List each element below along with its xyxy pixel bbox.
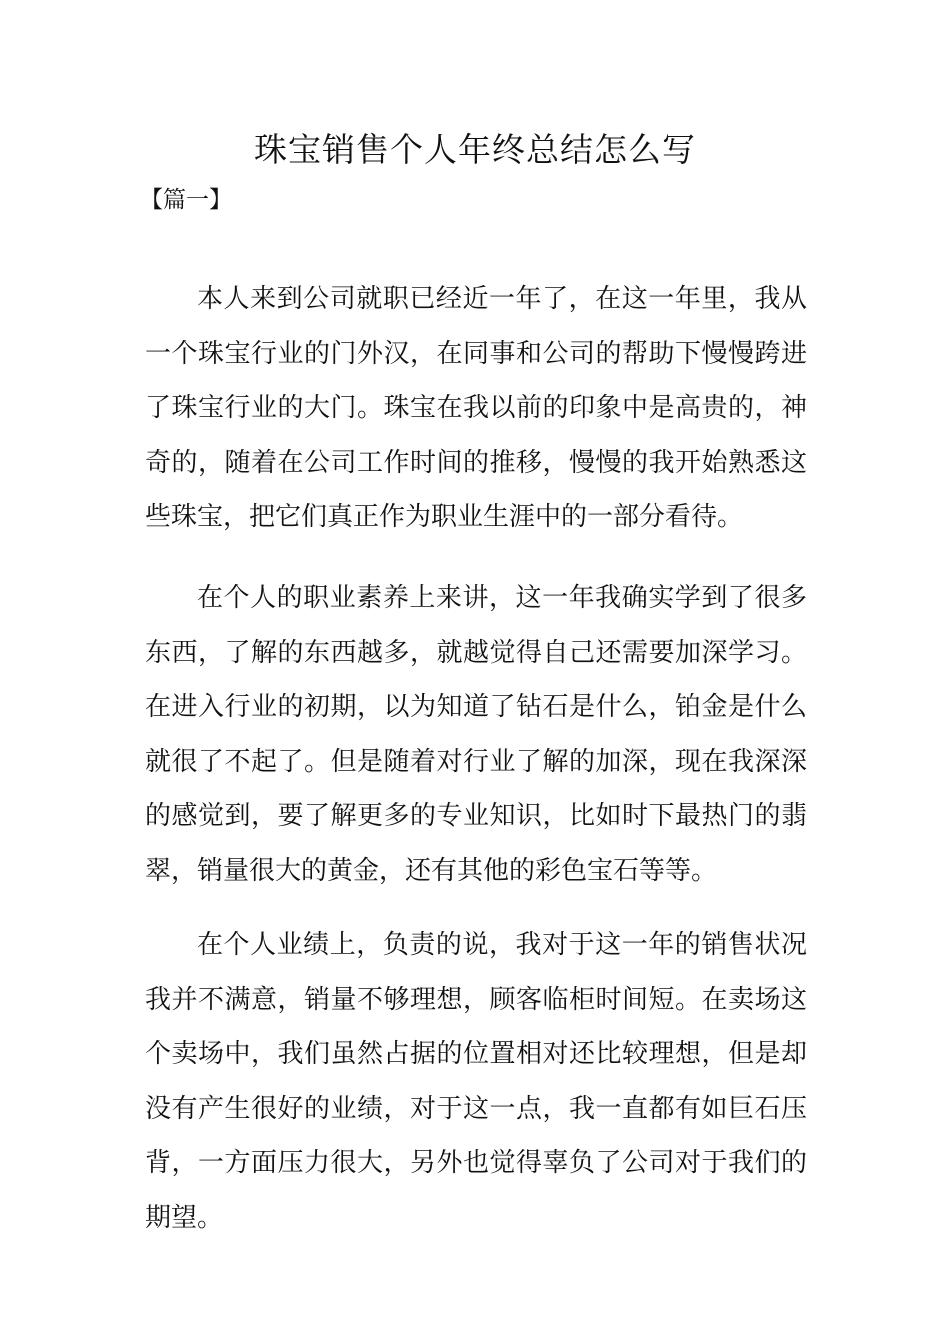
paragraph-3: 在个人业绩上，负责的说，我对于这一年的销售状况我并不满意，销量不够理想，顾客临柜时间短。在卖场这个卖场中，我们虽然占据的位置相对还比较理想，但是却没有产生很好的业绩，对于这一点，我一直都有如巨石压背，一方面压力很大，另外也觉得辜负了公司对于我们的期望。: [145, 930, 807, 1233]
paragraph-1: 本人来到公司就职已经近一年了，在这一年里，我从一个珠宝行业的门外汉，在同事和公司的帮助下慢慢跨进了珠宝行业的大门。珠宝在我以前的印象中是高贵的，神奇的，随着在公司工作时间的推移，慢慢的我开始熟悉这些珠宝，把它们真正作为职业生涯中的一部分看待。: [145, 284, 807, 532]
document-title: 珠宝销售个人年终总结怎么写: [254, 130, 696, 169]
paragraph-2: 在个人的职业素养上来讲，这一年我确实学到了很多东西，了解的东西越多，就越觉得自己还需要加深学习。在进入行业的初期，以为知道了钻石是什么，铂金是什么就很了不起了。但是随着对行业了解的加深，现在我深深的感觉到，要了解更多的专业知识，比如时下最热门的翡翠，销量很大的黄金，还有其他的彩色宝石等等。: [145, 583, 807, 886]
section-label: 【篇一】: [140, 187, 232, 213]
